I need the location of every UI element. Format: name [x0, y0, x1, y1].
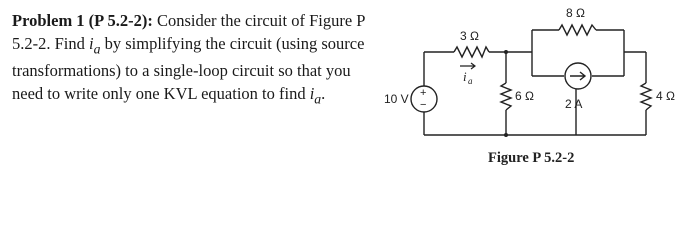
problem-heading: Problem 1 (P 5.2-2): [12, 11, 153, 30]
resistor-6-ohm [501, 83, 511, 110]
resistor-8-ohm [559, 25, 596, 35]
label-6-ohm: 6 Ω [515, 89, 534, 103]
label-ia-a: a [468, 76, 473, 86]
problem-statement [12, 10, 384, 111]
problem-text-3: . [321, 84, 326, 104]
variable-a-2: a [314, 91, 322, 107]
label-ia-i: i [463, 69, 467, 84]
problem-text-2: by simplifying the circuit (using source transformations) to a single-loop circuit so that you need to write only one KVL equation to find [12, 33, 365, 104]
junction-top [504, 50, 508, 54]
variable-i-2: i [309, 84, 315, 104]
voltage-source-minus: − [420, 99, 427, 111]
variable-a: a [93, 40, 101, 56]
resistor-4-ohm [641, 83, 651, 110]
circuit-wires [424, 30, 646, 135]
label-10-volt: 10 V [384, 92, 409, 106]
label-2-amp: 2 A [565, 97, 583, 111]
junction-bottom [504, 133, 508, 137]
label-4-ohm: 4 Ω [656, 89, 675, 103]
circuit-figure [384, 0, 694, 169]
label-3-ohm: 3 Ω [460, 29, 479, 43]
voltage-source-plus: + [420, 87, 427, 99]
resistor-3-ohm [454, 47, 489, 57]
figure-caption: Figure P 5.2-2 [488, 150, 575, 166]
label-8-ohm: 8 Ω [566, 6, 585, 20]
variable-i: i [89, 33, 94, 53]
problem-text-1: Consider the circuit of Figure P 5.2-2. Find [12, 11, 365, 53]
